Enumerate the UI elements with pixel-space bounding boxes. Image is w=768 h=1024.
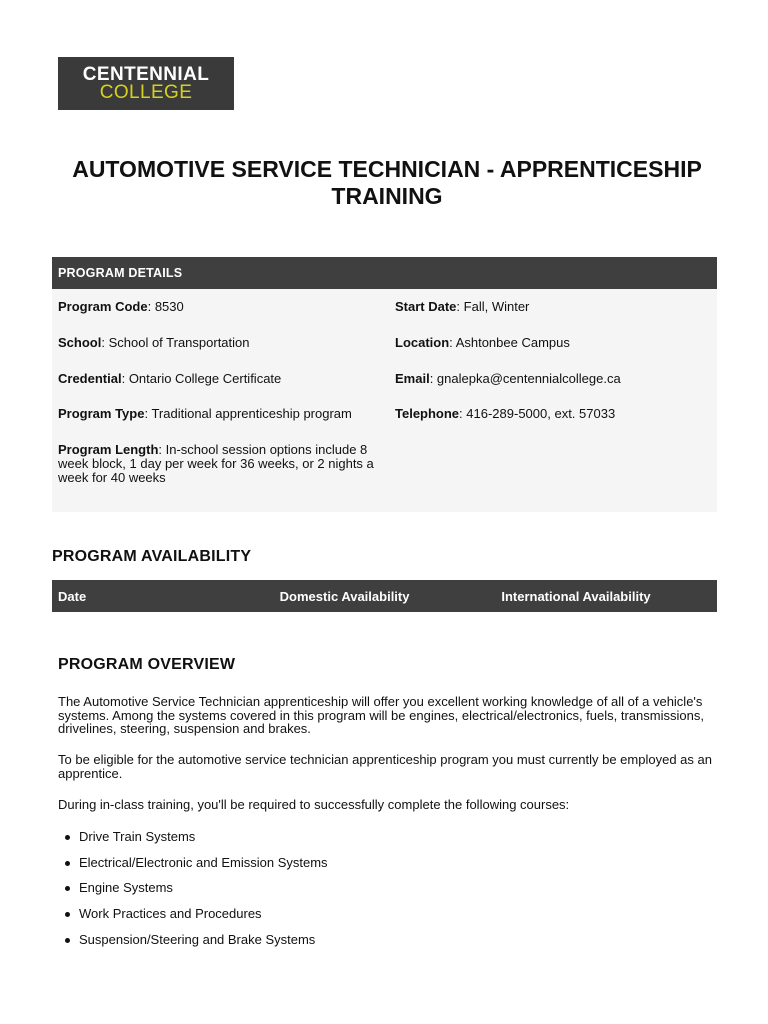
program-type-row: Program Type: Traditional apprenticeship program xyxy=(58,406,352,421)
start-date-value: Fall, Winter xyxy=(463,299,530,314)
program-details-header: PROGRAM DETAILS xyxy=(52,257,717,289)
column-header-international: International Availability xyxy=(501,588,651,604)
location-label: Location xyxy=(395,335,450,350)
school-value: School of Transportation xyxy=(108,335,250,350)
location-row: Location: Ashtonbee Campus xyxy=(395,335,570,350)
program-length-row: Program Length: In-school session options include 8 week block, 1 day per week for 36 weeks, or 2 nights a week for 40 weeks xyxy=(58,442,374,485)
email-label: Email xyxy=(395,371,430,386)
list-item: Work Practices and Procedures xyxy=(58,907,328,933)
telephone-row: Telephone: 416-289-5000, ext. 57033 xyxy=(395,406,616,421)
program-availability-heading: PROGRAM AVAILABILITY xyxy=(52,548,252,565)
telephone-value: 416-289-5000, ext. 57033 xyxy=(466,406,616,421)
list-item: Engine Systems xyxy=(58,881,328,907)
program-length-label: Program Length xyxy=(58,442,159,457)
list-item: Suspension/Steering and Brake Systems xyxy=(58,933,328,959)
list-item: Drive Train Systems xyxy=(58,830,328,856)
courses-intro-paragraph: During in-class training, you'll be required to successfully complete the following courses: xyxy=(58,797,570,812)
program-code-label: Program Code xyxy=(58,299,148,314)
program-details-panel xyxy=(52,257,717,512)
start-date-row: Start Date: Fall, Winter xyxy=(395,299,530,314)
program-code-row: Program Code: 8530 xyxy=(58,299,184,314)
overview-paragraph: The Automotive Service Technician apprenticeship will offer you excellent working knowledge of all of a vehicle's systems. Among the systems covered in this program will be engines, electrical/electronics, fuels, transmissions, drivelines, steering, suspension and brakes. xyxy=(58,694,704,736)
availability-table-header xyxy=(52,580,717,612)
program-code-value: 8530 xyxy=(154,299,184,314)
school-row: School: School of Transportation xyxy=(58,335,250,350)
list-item: Electrical/Electronic and Emission Systems xyxy=(58,856,328,882)
location-value: Ashtonbee Campus xyxy=(455,335,570,350)
logo-text-line1: CENTENNIAL xyxy=(82,63,210,85)
program-type-label: Program Type xyxy=(58,406,145,421)
course-list xyxy=(58,830,328,958)
program-type-value: Traditional apprenticeship program xyxy=(151,406,352,421)
credential-value: Ontario College Certificate xyxy=(128,371,282,386)
telephone-label: Telephone xyxy=(395,406,460,421)
credential-row: Credential: Ontario College Certificate xyxy=(58,371,282,386)
school-label: School xyxy=(58,335,102,350)
eligibility-paragraph: To be eligible for the automotive service technician apprenticeship program you must currently be employed as an apprentice. xyxy=(58,752,712,781)
column-header-date: Date xyxy=(58,588,87,604)
email-row: Email: gnalepka@centennialcollege.ca xyxy=(395,371,621,386)
program-length-value: In-school session options include 8 week block, 1 day per week for 36 weeks, or 2 nights a week for 40 weeks xyxy=(58,442,374,485)
email-value: gnalepka@centennialcollege.ca xyxy=(436,371,621,386)
program-overview-heading: PROGRAM OVERVIEW xyxy=(58,656,236,673)
college-logo xyxy=(58,57,234,110)
start-date-label: Start Date xyxy=(395,299,457,314)
credential-label: Credential xyxy=(58,371,122,386)
page-title: AUTOMOTIVE SERVICE TECHNICIAN - APPRENTICESHIP TRAINING xyxy=(72,156,702,209)
column-header-domestic: Domestic Availability xyxy=(279,588,410,604)
logo-text-line2: COLLEGE xyxy=(99,81,193,103)
